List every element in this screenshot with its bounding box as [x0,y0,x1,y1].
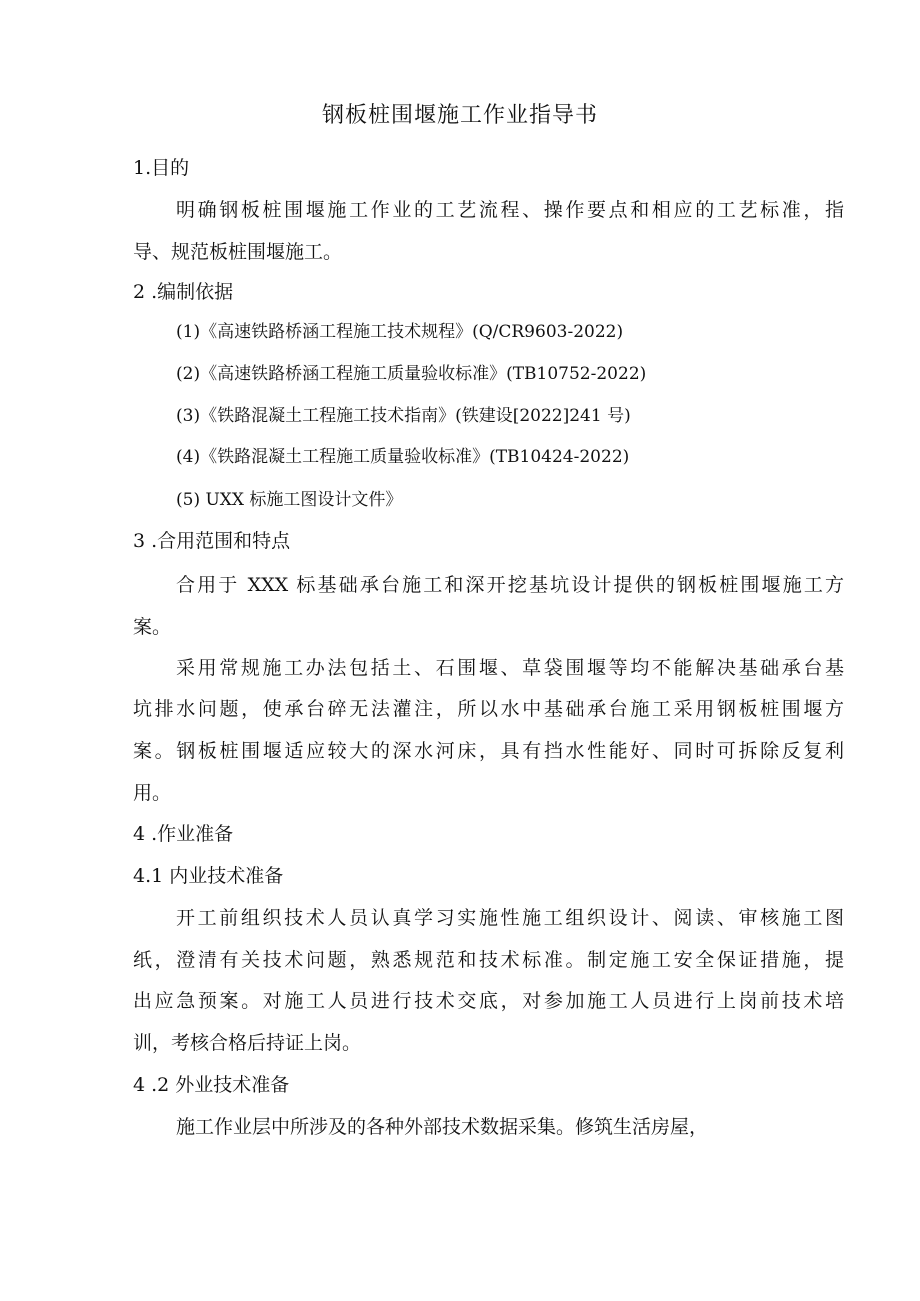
reference-item-1: (1)《高速铁路桥涵工程施工技术规程》(Q/CR9603-2022) [176,322,624,342]
section-4-1-heading: 4.1 内业技术准备 [133,865,284,887]
section-3-paragraph-1-line-2: 案。 [133,616,172,638]
section-4-1-paragraph-line-2: 纸，澄清有关技术问题，熟悉规范和技术标准。制定施工安全保证措施，提 [133,949,844,971]
reference-item-2: (2)《高速铁路桥涵工程施工质量验收标准》(TB10752-2022) [176,364,647,384]
section-4-1-paragraph-line-3: 出应急预案。对施工人员进行技术交底，对参加施工人员进行上岗前技术培 [133,990,844,1012]
section-1-paragraph-line-2: 导、规范板桩围堰施工。 [133,241,343,263]
section-4-heading: 4 .作业准备 [133,823,234,845]
reference-item-5: (5) UXX 标施工图设计文件》 [176,490,403,510]
section-3-paragraph-1-line-1: 合用于 XXX 标基础承台施工和深开挖基坑设计提供的钢板桩围堰施工方 [176,574,844,596]
reference-item-4: (4)《铁路混凝土工程施工质量验收标准》(TB10424-2022) [176,447,630,467]
document-title: 钢板桩围堰施工作业指导书 [321,103,598,128]
section-2-heading: 2 .编制依据 [133,281,234,303]
section-1-heading: 1.目的 [133,157,190,179]
section-3-paragraph-2-line-4: 用。 [133,782,172,804]
section-1-paragraph-line-1: 明确钢板桩围堰施工作业的工艺流程、操作要点和相应的工艺标准，指 [176,199,844,221]
section-4-2-heading: 4 .2 外业技术准备 [133,1074,290,1096]
section-3-heading: 3 .合用范围和特点 [133,530,291,552]
section-4-1-paragraph-line-4: 训，考核合格后持证上岗。 [133,1032,362,1054]
section-4-2-paragraph-line-1: 施工作业层中所涉及的各种外部技术数据采集。修筑生活房屋， [176,1116,709,1138]
section-4-1-paragraph-line-1: 开工前组织技术人员认真学习实施性施工组织设计、阅读、审核施工图 [176,907,844,929]
reference-item-3: (3)《铁路混凝土工程施工技术指南》(铁建设[2022]241 号) [176,406,631,426]
section-3-paragraph-2-line-1: 采用常规施工办法包括土、石围堰、草袋围堰等均不能解决基础承台基 [176,657,844,679]
section-3-paragraph-2-line-2: 坑排水问题，使承台碎无法灌注，所以水中基础承台施工采用钢板桩围堰方 [133,698,844,720]
section-3-paragraph-2-line-3: 案。钢板桩围堰适应较大的深水河床，具有挡水性能好、同时可拆除反复利 [133,740,844,762]
